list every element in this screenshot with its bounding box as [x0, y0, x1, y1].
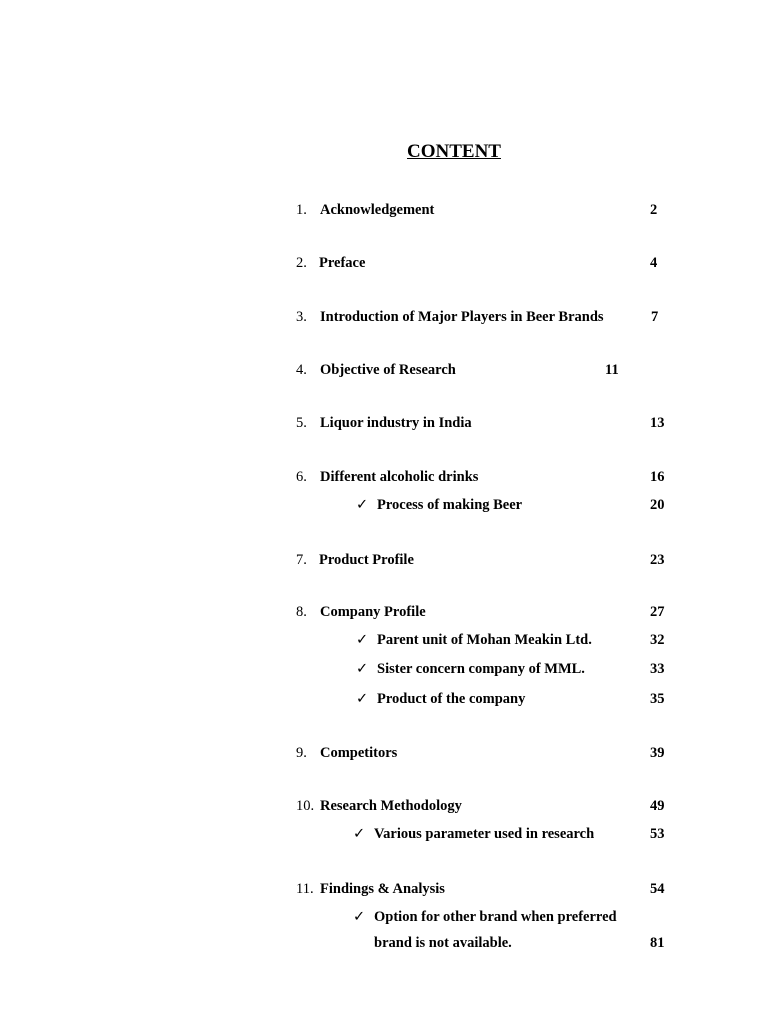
- entry-number: 8.: [296, 604, 307, 620]
- entry-number: 1.: [296, 202, 307, 218]
- entry-title: Company Profile: [320, 604, 426, 620]
- entry-page: 27: [650, 604, 665, 620]
- subentry-title: Sister concern company of MML.: [377, 661, 585, 677]
- subentry-title: Various parameter used in research: [374, 826, 595, 842]
- entry-number: 11.: [296, 881, 314, 897]
- subentry-title-continued: brand is not available.: [374, 935, 512, 951]
- subentry-title: Option for other brand when preferred: [374, 909, 617, 925]
- entry-page: 54: [650, 881, 665, 897]
- entry-title: Preface: [319, 255, 366, 271]
- entry-number: 5.: [296, 415, 307, 431]
- subentry-title: Parent unit of Mohan Meakin Ltd.: [377, 632, 592, 648]
- entry-number: 9.: [296, 745, 307, 761]
- entry-page: 7: [651, 309, 659, 325]
- checkmark-icon: ✓: [356, 497, 369, 513]
- entry-title: Objective of Research: [320, 362, 456, 378]
- entry-title: Competitors: [320, 745, 398, 761]
- entry-page: 16: [650, 469, 665, 485]
- subentry-page: 81: [650, 935, 665, 951]
- entry-page: 2: [650, 202, 658, 218]
- entry-number: 4.: [296, 362, 307, 378]
- checkmark-icon: ✓: [353, 826, 366, 842]
- entry-title: Product Profile: [319, 552, 414, 568]
- subentry-page: 20: [650, 497, 665, 513]
- subentry-page: 32: [650, 632, 665, 648]
- entry-title: Liquor industry in India: [320, 415, 472, 431]
- entry-title: Different alcoholic drinks: [320, 469, 479, 485]
- checkmark-icon: ✓: [356, 661, 369, 677]
- entry-page: 13: [650, 415, 665, 431]
- subentry-page: 33: [650, 661, 665, 677]
- entry-page: 23: [650, 552, 665, 568]
- entry-number: 10.: [296, 798, 315, 814]
- entry-title: Research Methodology: [320, 798, 462, 814]
- entry-number: 6.: [296, 469, 307, 485]
- entry-page: 49: [650, 798, 665, 814]
- entry-title: Findings & Analysis: [320, 881, 445, 897]
- subentry-page: 35: [650, 691, 665, 707]
- entry-page: 4: [650, 255, 658, 271]
- checkmark-icon: ✓: [356, 691, 369, 707]
- entry-number: 2.: [296, 255, 307, 271]
- entry-number: 7.: [296, 552, 307, 568]
- entry-title: Acknowledgement: [320, 202, 435, 218]
- subentry-title: Product of the company: [377, 691, 526, 707]
- checkmark-icon: ✓: [356, 632, 369, 648]
- entry-page: 39: [650, 745, 665, 761]
- entry-number: 3.: [296, 309, 307, 325]
- entry-page: 11: [605, 362, 619, 378]
- checkmark-icon: ✓: [353, 909, 366, 925]
- subentry-page: 53: [650, 826, 665, 842]
- subentry-title: Process of making Beer: [377, 497, 523, 513]
- page-title: CONTENT: [407, 141, 501, 162]
- entry-title: Introduction of Major Players in Beer Brands: [320, 309, 604, 325]
